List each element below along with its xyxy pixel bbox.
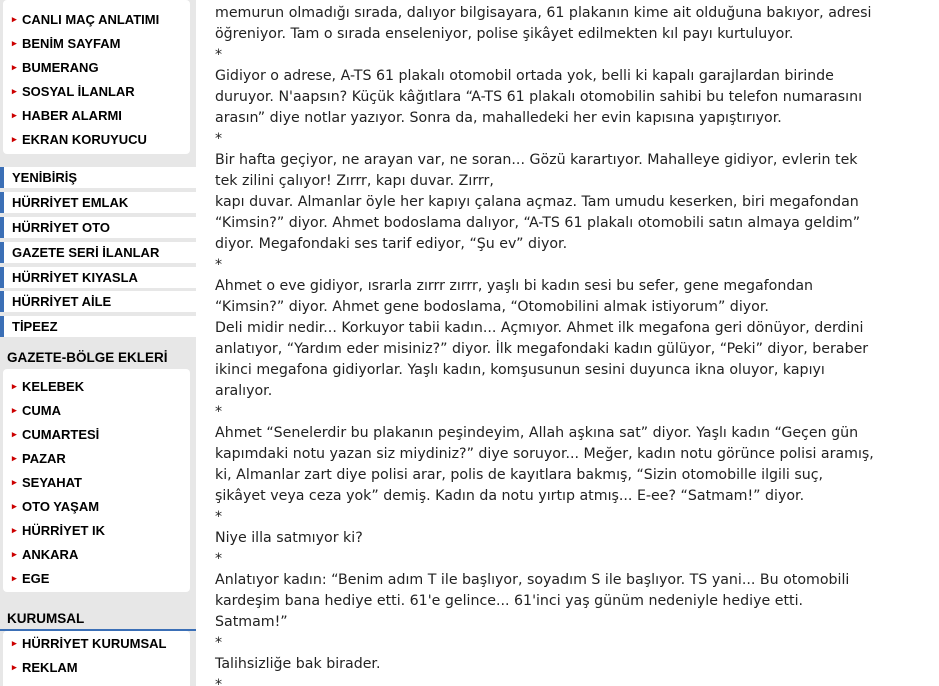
bullet-icon: ▸ [12,452,17,463]
sidebar-top-box [3,0,190,154]
sidebar-item-label: CANLI MAÇ ANLATIMI [22,11,160,27]
paragraph [215,423,930,507]
paragraph [215,570,930,633]
sidebar-item-label: HABER ALARMI [22,107,122,123]
sidebar-item-label: EKRAN KORUYUCU [22,131,147,147]
bullet-icon: ▸ [12,61,17,72]
sidebar-item-label: ANKARA [22,546,79,562]
bullet-icon: ▸ [12,500,17,511]
text-line: Talihsizliğe bak birader. [215,656,381,672]
corporate-section-title: KURUMSAL [0,607,196,631]
separator-star: * [215,257,223,273]
sidebar-link-hurriyet-aile[interactable]: HÜRRİYET AİLE [0,291,196,312]
text-line: kapımdaki notu yazan siz miydiniz?” diye soruyor... Meğer, kadın notu görünce polisi aramış, [215,446,874,462]
sidebar-item-label: SEYAHAT [22,474,82,490]
text-line: Satmam!” [215,614,288,630]
bullet-icon: ▸ [12,548,17,559]
sidebar-regional-box [3,369,190,592]
bullet-icon: ▸ [12,637,17,648]
text-line: aralıyor. [215,383,273,399]
sidebar-item-label: CUMA [22,402,61,418]
sidebar-item-label: SOSYAL İLANLAR [22,83,135,99]
text-line: duruyor. N'aapsın? Küçük kâğıtlara “A-TS 61 plakalı otomobilin sahibi bu telefon numarasını [215,89,863,105]
text-line: Niye illa satmıyor ki? [215,530,363,546]
bullet-icon: ▸ [12,661,17,672]
text-line: öğreniyor. Tam o sırada enseleniyor, polise şikâyet edilmekten kıl payı kurtuluyor. [215,26,794,42]
sidebar-item-oto-yasam[interactable] [3,494,190,518]
sidebar-item-bumerang[interactable] [3,55,190,79]
sidebar-link-hurriyet-kiyasla[interactable]: HÜRRİYET KIYASLA [0,267,196,288]
bullet-icon: ▸ [12,572,17,583]
bullet-icon: ▸ [12,133,17,144]
text-line: anlatıyor, “Yardım eder misiniz?” diyor. İlk megafondaki kadın gülüyor, “Peki” diyor, beraber [215,341,869,357]
regional-section-title: GAZETE-BÖLGE EKLERİ [7,349,168,365]
sidebar-item-label: BENİM SAYFAM [22,35,121,51]
sidebar [0,0,196,686]
sidebar-item-reklam[interactable] [3,655,190,679]
sidebar-item-label: BUMERANG [22,59,99,75]
separator-star: * [215,677,223,686]
sidebar-item-label: OTO YAŞAM [22,498,100,514]
article-body [196,0,939,686]
text-line: diyor. Megafondaki ses tarif ediyor, “Şu ev” diyor. [215,236,568,252]
sidebar-item-kelebek[interactable] [3,374,190,398]
sidebar-item-seyahat[interactable] [3,470,190,494]
bullet-icon: ▸ [12,109,17,120]
sidebar-item-label: KELEBEK [22,378,85,394]
sidebar-link-tipeez[interactable]: TİPEEZ [0,316,196,337]
sidebar-link-hurriyet-emlak[interactable]: HÜRRİYET EMLAK [0,192,196,213]
text-line: Deli midir nedir... Korkuyor tabii kadın... Açmıyor. Ahmet ilk megafona geri dönüyor, derdini [215,320,864,336]
sidebar-item-sosyal-ilanlar[interactable] [3,79,190,103]
bullet-icon: ▸ [12,524,17,535]
paragraph [215,654,930,675]
separator-star: * [215,131,223,147]
text-line: Anlatıyor kadın: “Benim adım T ile başlıyor, soyadım S ile başlıyor. TS yani... Bu otomobili [215,572,850,588]
separator-star: * [215,635,223,651]
bullet-icon: ▸ [12,37,17,48]
text-line: arasın” diye notlar yazıyor. Sonra da, mahalledeki her evin kapısına yapıştırıyor. [215,110,782,126]
sidebar-item-label: CUMARTESİ [22,426,100,442]
separator-star: * [215,47,223,63]
text-line: “Kimsin?” diyor. Ahmet bodoslama dalıyor, “A-TS 61 plakalı otomobili satın almaya geldim” [215,215,861,231]
text-line: kardeşim bana hediye etti. 61'e gelince... 61'inci yaş günüm nedeniyle hediye etti. [215,593,804,609]
separator-star: * [215,551,223,567]
text-line: ki, Almanlar zart diye polisi arar, polis de kayıtlara bakmış, “Sizin otomobille ilgili suç, [215,467,824,483]
sidebar-link-gazete-seri-ilanlar[interactable]: GAZETE SERİ İLANLAR [0,242,196,263]
paragraph [215,276,930,402]
paragraph [215,150,930,255]
sidebar-item-canli-mac[interactable] [3,7,190,31]
text-line: tek zilini çalıyor! Zırrr, kapı duvar. Zırrr, [215,173,494,189]
text-line: Gidiyor o adrese, A-TS 61 plakalı otomobil ortada yok, belli ki kapalı garajlardan birinde [215,68,834,84]
sidebar-item-benim-sayfam[interactable] [3,31,190,55]
bullet-icon: ▸ [12,13,17,24]
sidebar-item-label: PAZAR [22,450,66,466]
text-line: Bir hafta geçiyor, ne arayan var, ne soran... Gözü karartıyor. Mahalleye gidiyor, evlerin tek [215,152,858,168]
sidebar-item-ekran-koruyucu[interactable] [3,127,190,151]
sidebar-item-ege[interactable] [3,566,190,590]
text-line: kapı duvar. Almanlar öyle her kapıyı çalana açmaz. Tam umudu keserken, biri megafondan [215,194,859,210]
text-line: şikâyet veya ceza yok” demiş. Kadın da notu yırtıp atmış... E-ee? “Satmam!” diyor. [215,488,805,504]
sidebar-item-label: HÜRRİYET IK [22,522,106,538]
sidebar-item-hurriyet-kurumsal[interactable] [3,631,190,655]
bullet-icon: ▸ [12,428,17,439]
text-line: “Kimsin?” diyor. Ahmet gene bodoslama, “Otomobilini almak istiyorum” diyor. [215,299,769,315]
bullet-icon: ▸ [12,476,17,487]
sidebar-item-pazar[interactable] [3,446,190,470]
text-line: ikinci megafona gidiyorlar. Yaşlı kadın, komşusunun sesini duyunca ikna oluyor, kapıyı [215,362,825,378]
bullet-icon: ▸ [12,85,17,96]
bullet-icon: ▸ [12,380,17,391]
text-line: Ahmet “Senelerdir bu plakanın peşindeyim, Allah aşkına sat” diyor. Yaşlı kadın “Geçen gün [215,425,859,441]
sidebar-link-yenibiris[interactable]: YENİBİRİŞ [0,167,196,188]
sidebar-item-label: HÜRRİYET KURUMSAL [22,635,167,651]
sidebar-item-cumartesi[interactable] [3,422,190,446]
paragraph [215,3,930,45]
sidebar-item-haber-alarmi[interactable] [3,103,190,127]
paragraph [215,66,930,129]
sidebar-item-label: EGE [22,570,50,586]
sidebar-item-ankara[interactable] [3,542,190,566]
sidebar-item-cuma[interactable] [3,398,190,422]
separator-star: * [215,509,223,525]
sidebar-item-label: REKLAM [22,659,78,675]
text-line: memurun olmadığı sırada, dalıyor bilgisayara, 61 plakanın kime ait olduğuna bakıyor, adresi [215,5,872,21]
sidebar-link-hurriyet-oto[interactable]: HÜRRİYET OTO [0,217,196,238]
sidebar-corporate-box [3,631,190,686]
paragraph [215,528,930,549]
bullet-icon: ▸ [12,404,17,415]
separator-star: * [215,404,223,420]
sidebar-item-hurriyet-ik[interactable] [3,518,190,542]
text-line: Ahmet o eve gidiyor, ısrarla zırrr zırrr, yaşlı bi kadın sesi bu sefer, gene megafondan [215,278,814,294]
